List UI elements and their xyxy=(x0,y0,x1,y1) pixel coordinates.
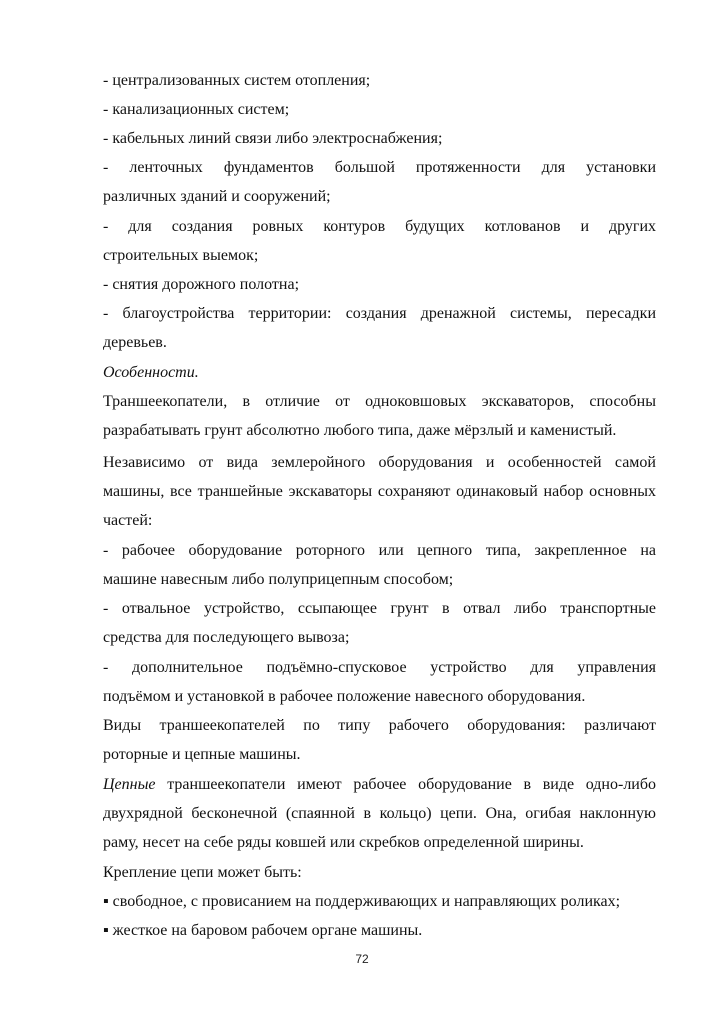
text-line: различных зданий и сооружений; xyxy=(103,188,331,205)
text-line: - ленточных фундаментов большой протяженности для установки xyxy=(103,159,656,176)
text-line: Независимо от вида землеройного оборудования и особенностей самой xyxy=(103,454,656,471)
text-line: Виды траншеекопателей по типу рабочего оборудования: различают xyxy=(103,717,656,734)
text-line: - отвальное устройство, ссыпающее грунт в отвал либо транспортные xyxy=(103,600,656,617)
text-line: средства для последующего вывоза; xyxy=(103,629,350,646)
text-line: частей: xyxy=(103,512,153,529)
text-line: строительных выемок; xyxy=(103,247,259,264)
text-line: подъёмом и установкой в рабочее положение навесного оборудования. xyxy=(103,688,586,705)
text-line: Траншеекопатели, в отличие от одноковшовых экскаваторов, способны xyxy=(103,393,656,410)
text-line: двухрядной бесконечной (спаянной в кольцо) цепи. Она, огибая наклонную xyxy=(103,805,656,822)
text-line: - благоустройства территории: создания дренажной системы, пересадки xyxy=(103,305,656,322)
list-item: ▪ жесткое на баровом рабочем органе машины. xyxy=(103,922,423,939)
text-line: - кабельных линий связи либо электроснабжения; xyxy=(103,130,443,147)
text-line: машины, все траншейные экскаваторы сохраняют одинаковый набор основных xyxy=(103,483,656,500)
italic-lead-word: Цепные xyxy=(103,776,156,793)
text-line: - дополнительное подъёмно-спусковое устройство для управления xyxy=(103,659,656,676)
page-number: 72 xyxy=(355,952,369,966)
text-line: раму, несет на себе ряды ковшей или скребков определенной ширины. xyxy=(103,834,584,851)
list-item: ▪ свободное, с провисанием на поддерживающих и направляющих роликах; xyxy=(103,893,621,910)
text-line: машине навесным либо полуприцепным способом; xyxy=(103,571,454,588)
text-line: - канализационных систем; xyxy=(103,101,290,118)
section-heading: Особенности. xyxy=(103,364,199,381)
text-line: роторные и цепные машины. xyxy=(103,746,301,763)
text-line: Крепление цепи может быть: xyxy=(103,864,302,881)
text-line: - централизованных систем отопления; xyxy=(103,72,371,89)
text-line: деревьев. xyxy=(103,334,167,351)
text-line-chain xyxy=(103,774,656,796)
text-line: разрабатывать грунт абсолютно любого типа, даже мёрзлый и каменистый. xyxy=(103,422,617,439)
text-line: - рабочее оборудование роторного или цепного типа, закрепленное на xyxy=(103,542,656,559)
text-line: - для создания ровных контуров будущих котлованов и других xyxy=(103,218,656,235)
text-line-rest: траншеекопатели имеют рабочее оборудование в виде одно-либо xyxy=(167,776,657,793)
text-line: - снятия дорожного полотна; xyxy=(103,276,300,293)
